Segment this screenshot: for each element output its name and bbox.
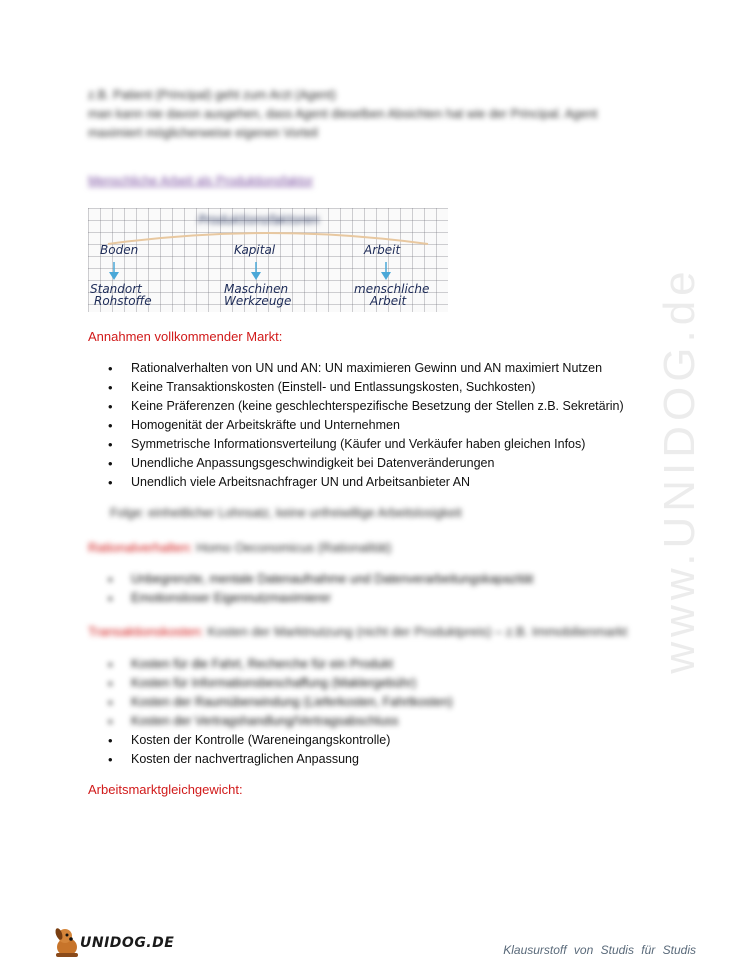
list-item: • Symmetrische Informationsverteilung (Käufer und Verkäufer haben gleichen Infos): [108, 435, 624, 454]
folge-text: Folge: einheitlicher Lohnsatz, keine unfreiwillige Arbeitslosigkeit: [110, 506, 462, 520]
sketch-label-maschinen: Maschinen: [224, 282, 289, 296]
sketch-label-arbeit-bottom: Arbeit: [370, 294, 407, 308]
footer-tagline: Klausurstoff von Studis für Studis: [503, 943, 696, 957]
list-item: • Kosten für Informationsbeschaffung (Maklergebühr): [108, 674, 453, 693]
sketch-label-menschliche: menschliche: [354, 282, 430, 296]
sketch-drawing: [88, 208, 448, 312]
heading-arbeitsmarktgleichgewicht: Arbeitsmarktgleichgewicht:: [88, 782, 243, 797]
list-item: • Kosten der Vertragshandlung/Vertragsabschluss: [108, 712, 453, 731]
logo-text: UNIDOG.DE: [80, 935, 175, 951]
sketch-label-standort: Standort: [90, 282, 142, 296]
intro-line: man kann nie davon ausgehen, dass Agent dieselben Absichten hat wie der Principal. Agent: [88, 107, 598, 121]
sketch-arrow-head: [251, 272, 261, 280]
list-item: • Keine Präferenzen (keine geschlechterspezifische Besetzung der Stellen z.B. Sekretärin): [108, 397, 624, 416]
markt-assumption-list: [108, 359, 624, 492]
heading-transaktionskosten: [88, 624, 627, 639]
intro-line: maximiert möglicherweise eigenen Vorteil: [88, 126, 318, 140]
heading-rest: Homo Oeconomicus (Rationalität): [192, 540, 392, 555]
sketch-arrow-head: [381, 272, 391, 280]
list-item: • Unbegrenzte, mentale Datenaufnahme und Datenverarbeitungskapazität: [108, 570, 533, 589]
list-item: • Emotionsloser Eigennutzmaximierer: [108, 589, 533, 608]
sketch-label-werkzeuge: Werkzeuge: [224, 294, 292, 308]
heading-label: Rationalverhalten:: [88, 540, 193, 555]
intro-line: z.B. Patient (Principal) geht zum Arzt (Agent): [88, 88, 337, 102]
dog-mascot-icon: [52, 925, 82, 959]
sketch-arrow-head: [109, 272, 119, 280]
list-item: • Unendlich viele Arbeitsnachfrager UN und Arbeitsanbieter AN: [108, 473, 624, 492]
sketch-label-kapital: Kapital: [234, 243, 276, 257]
rational-list: [108, 570, 533, 608]
list-item: • Homogenität der Arbeitskräfte und Unternehmen: [108, 416, 624, 435]
intro-paragraph: [88, 86, 648, 143]
list-item: • Keine Transaktionskosten (Einstell- und Entlassungskosten, Suchkosten): [108, 378, 624, 397]
heading-rest: Kosten der Marktnutzung (nicht der Produktpreis) – z.B. Immobilienmarkt: [203, 624, 628, 639]
watermark: www.UNIDOG.de: [655, 266, 704, 674]
sketch-label-arbeit: Arbeit: [364, 243, 401, 257]
heading-label: Transaktionskosten:: [88, 624, 204, 639]
transaktion-list-blurred: [108, 655, 453, 731]
sketch-label-boden: Boden: [100, 243, 139, 257]
list-item: • Unendliche Anpassungsgeschwindigkeit bei Datenveränderungen: [108, 454, 624, 473]
list-item: • Kosten der nachvertraglichen Anpassung: [108, 750, 390, 769]
sketch-title: Produktionsfaktoren: [198, 213, 320, 227]
list-item: • Kosten für die Fahrt, Recherche für ein Produkt: [108, 655, 453, 674]
transaktion-list: [108, 731, 390, 769]
list-item: • Kosten der Raumüberwindung (Lieferkosten, Fahrtkosten): [108, 693, 453, 712]
sketch-label-rohstoffe: Rohstoffe: [94, 294, 152, 308]
heading-rationalverhalten: [88, 540, 392, 555]
heading-vollkommener-markt: Annahmen vollkommender Markt:: [88, 329, 283, 344]
section-link-menschliche-arbeit[interactable]: Menschliche Arbeit als Produktionsfaktor: [88, 174, 314, 188]
list-item: • Kosten der Kontrolle (Wareneingangskontrolle): [108, 731, 390, 750]
unidog-logo: [52, 925, 175, 961]
list-item: • Rationalverhalten von UN und AN: UN maximieren Gewinn und AN maximiert Nutzen: [108, 359, 624, 378]
handwritten-sketch-image: [88, 208, 448, 312]
